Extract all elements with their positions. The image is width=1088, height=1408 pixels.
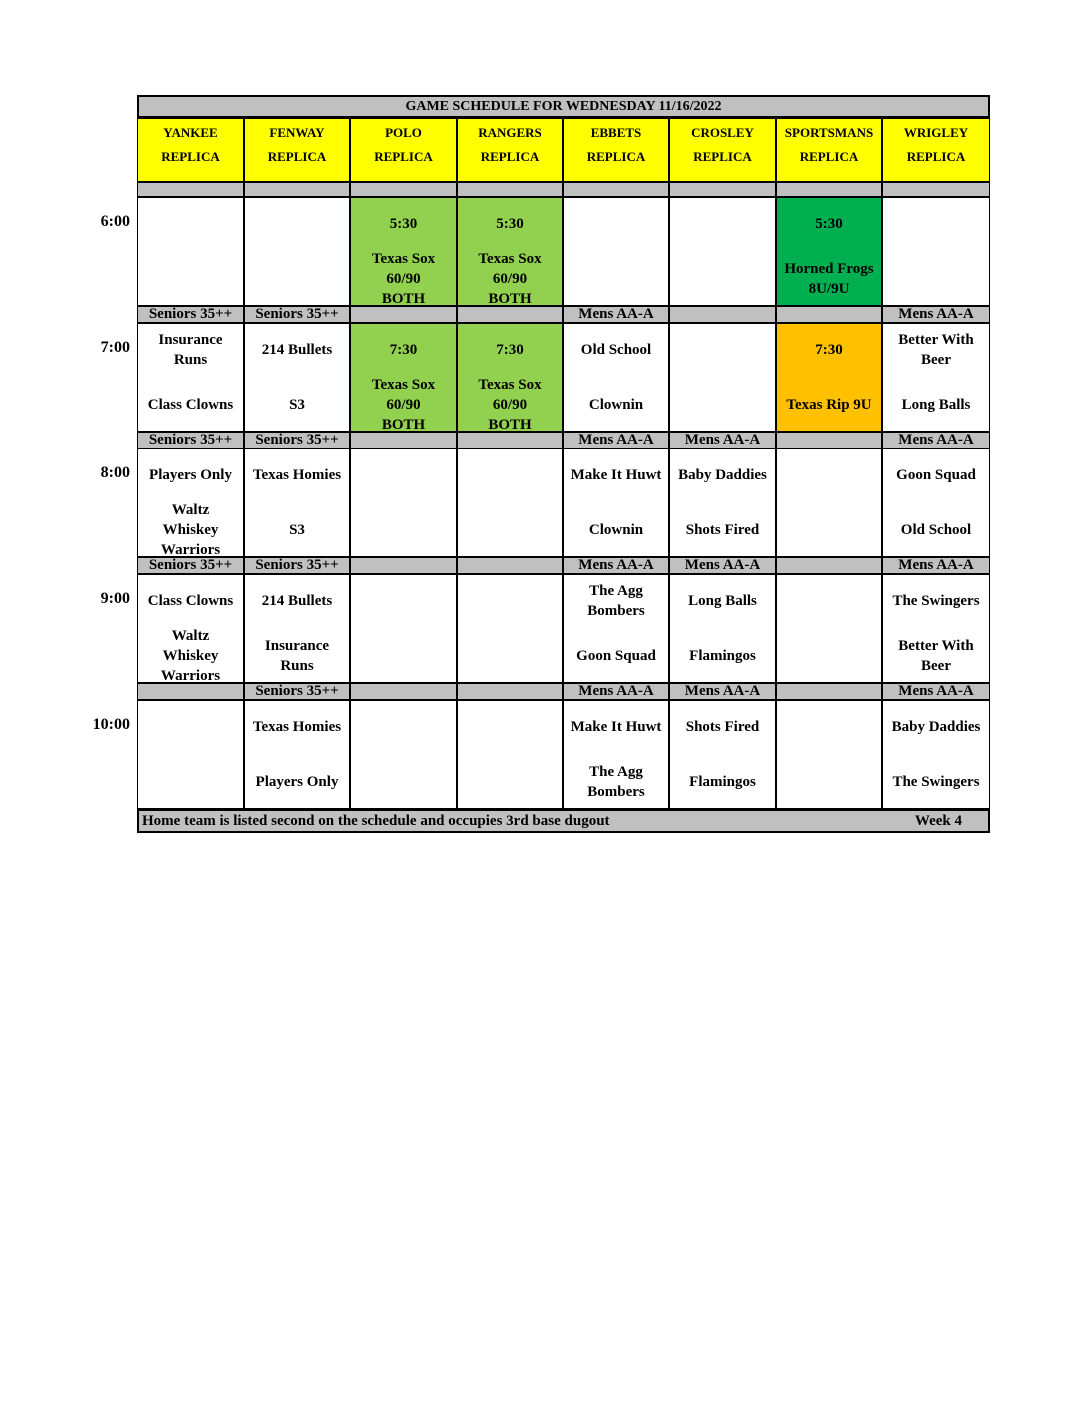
division-label (776, 683, 882, 700)
home-team: Clownin (588, 522, 644, 538)
division-label (776, 432, 882, 449)
division-label (776, 557, 882, 574)
game-time: 7:30 (389, 342, 418, 358)
week-label: Week 4 (914, 813, 962, 829)
division-label: Mens AA-A (882, 557, 990, 574)
home-team: Insurance (264, 638, 330, 654)
home-team: The Swingers (892, 774, 980, 790)
division-label: Mens AA-A (669, 557, 776, 574)
game-cell (137, 574, 244, 683)
home-team: Waltz (171, 502, 210, 518)
away-team: Make It Huwt (570, 467, 662, 483)
division-label: Mens AA-A (882, 683, 990, 700)
game-cell (563, 323, 669, 432)
field-header-spacer (882, 182, 990, 197)
team-name: BOTH (381, 417, 426, 432)
team-name: Texas Sox (371, 377, 436, 393)
time-label: 10:00 (92, 716, 130, 733)
schedule-title: GAME SCHEDULE FOR WEDNESDAY 11/16/2022 (137, 95, 990, 118)
game-cell (350, 448, 457, 557)
home-team: Whiskey (162, 522, 219, 538)
time-label: 7:00 (100, 339, 130, 356)
home-team: Warriors (160, 668, 221, 683)
game-cell (350, 574, 457, 683)
home-team: Long Balls (901, 397, 971, 413)
division-label: Seniors 35++ (244, 557, 350, 574)
team-name: Texas Sox (478, 251, 542, 267)
away-team: Shots Fired (685, 719, 760, 735)
team-name: Horned Frogs (784, 261, 874, 277)
field-header-fenway (244, 118, 350, 182)
time-label: 9:00 (100, 590, 130, 607)
game-cell (669, 574, 776, 683)
home-team: S3 (289, 397, 305, 413)
division-label (350, 306, 457, 323)
away-team: Runs (173, 352, 208, 368)
game-cell (776, 448, 882, 557)
field-subtitle: REPLICA (480, 149, 540, 164)
away-team: Baby Daddies (891, 719, 981, 735)
division-label: Mens AA-A (563, 557, 669, 574)
division-label: Mens AA-A (563, 683, 669, 700)
home-team: Class Clowns (147, 397, 234, 413)
home-team: Goon Squad (576, 648, 656, 664)
game-cell (244, 197, 350, 306)
game-cell (669, 448, 776, 557)
away-team: Long Balls (688, 593, 757, 609)
game-cell (563, 448, 669, 557)
division-label (350, 432, 457, 449)
field-header-polo (350, 118, 457, 182)
team-name: 60/90 (386, 397, 421, 413)
away-team: 214 Bullets (261, 342, 333, 358)
home-team: Flamingos (689, 648, 756, 664)
team-name: Texas Rip 9U (786, 397, 872, 413)
away-team: The Swingers (892, 593, 980, 609)
game-cell (563, 197, 669, 306)
division-label: Seniors 35++ (137, 306, 244, 323)
game-time: 5:30 (389, 216, 418, 232)
game-cell (350, 700, 457, 809)
game-time: 7:30 (496, 342, 524, 358)
away-team: Class Clowns (147, 593, 234, 609)
game-cell (244, 574, 350, 683)
game-cell (350, 323, 457, 432)
game-cell (882, 323, 990, 432)
division-label (137, 683, 244, 700)
division-label (776, 306, 882, 323)
game-cell (882, 448, 990, 557)
game-cell (882, 574, 990, 683)
home-team: The Agg (589, 764, 643, 780)
game-cell (137, 448, 244, 557)
field-subtitle: REPLICA (799, 149, 859, 164)
field-subtitle: REPLICA (267, 149, 327, 164)
division-label: Mens AA-A (882, 306, 990, 323)
team-name: 60/90 (492, 271, 528, 287)
division-label: Mens AA-A (882, 432, 990, 449)
away-team: 214 Bullets (261, 593, 333, 609)
team-name: BOTH (488, 417, 532, 432)
division-label: Seniors 35++ (244, 306, 350, 323)
game-time: 5:30 (815, 216, 843, 232)
home-team: Beer (921, 658, 951, 674)
schedule-footer (137, 809, 990, 833)
game-cell (669, 323, 776, 432)
home-team: Runs (280, 658, 314, 674)
away-team: Texas Homies (252, 467, 342, 483)
game-cell (457, 323, 563, 432)
home-team: Shots Fired (685, 522, 760, 538)
field-name: EBBETS (590, 125, 642, 140)
game-cell (350, 197, 457, 306)
time-label: 8:00 (100, 464, 130, 481)
home-team: Better With (898, 638, 974, 654)
game-cell (244, 323, 350, 432)
field-header-spacer (776, 182, 882, 197)
division-label: Seniors 35++ (244, 683, 350, 700)
game-cell (457, 574, 563, 683)
field-header-crosley (669, 118, 776, 182)
away-team: Make It Huwt (570, 719, 662, 735)
division-label (350, 557, 457, 574)
home-team: Old School (900, 522, 972, 538)
home-team: S3 (289, 522, 305, 538)
field-name: RANGERS (478, 125, 542, 140)
away-team: Beer (921, 352, 951, 368)
home-team-note: Home team is listed second on the schedule and occupies 3rd base dugout (142, 813, 610, 829)
field-header-yankee (137, 118, 244, 182)
schedule-sheet (137, 95, 990, 833)
field-name: SPORTSMANS (784, 125, 874, 140)
home-team: Waltz (171, 628, 210, 644)
game-time: 7:30 (815, 342, 843, 358)
division-label: Seniors 35++ (137, 432, 244, 449)
field-subtitle: REPLICA (906, 149, 966, 164)
team-name: BOTH (381, 291, 426, 306)
division-label (457, 557, 563, 574)
away-team: Texas Homies (252, 719, 342, 735)
field-subtitle: REPLICA (374, 149, 433, 164)
division-label: Mens AA-A (563, 306, 669, 323)
game-cell (669, 197, 776, 306)
game-cell (882, 197, 990, 306)
home-team: Bombers (587, 784, 645, 800)
field-name: FENWAY (269, 125, 325, 140)
field-header-spacer (137, 182, 244, 197)
game-cell (457, 448, 563, 557)
game-cell (776, 574, 882, 683)
field-header-spacer (669, 182, 776, 197)
home-team: Flamingos (689, 774, 756, 790)
game-cell (776, 700, 882, 809)
division-label: Mens AA-A (669, 683, 776, 700)
game-cell (244, 448, 350, 557)
field-header-wrigley (882, 118, 990, 182)
game-cell (563, 700, 669, 809)
game-cell (137, 323, 244, 432)
team-name: 60/90 (386, 271, 421, 287)
team-name: 8U/9U (808, 281, 850, 297)
away-team: Baby Daddies (678, 467, 767, 483)
game-cell (244, 700, 350, 809)
game-cell (457, 700, 563, 809)
division-label (457, 683, 563, 700)
away-team: Better With (898, 332, 974, 348)
away-team: The Agg (589, 583, 643, 599)
game-cell (137, 700, 244, 809)
home-team: Warriors (160, 542, 221, 557)
field-header-rangers (457, 118, 563, 182)
field-header-spacer (244, 182, 350, 197)
field-header-sportsmans (776, 118, 882, 182)
field-header-spacer (350, 182, 457, 197)
home-team: Whiskey (162, 648, 219, 664)
field-subtitle: REPLICA (693, 149, 752, 164)
time-label: 6:00 (100, 213, 130, 230)
game-cell (882, 700, 990, 809)
division-label: Mens AA-A (669, 432, 776, 449)
team-name: BOTH (488, 291, 532, 306)
field-header-spacer (563, 182, 669, 197)
division-label: Seniors 35++ (137, 557, 244, 574)
field-name: WRIGLEY (903, 125, 969, 140)
away-team: Goon Squad (896, 467, 976, 483)
game-cell (457, 197, 563, 306)
home-team: Clownin (588, 397, 644, 413)
field-subtitle: REPLICA (586, 149, 646, 164)
game-cell (776, 197, 882, 306)
away-team: Bombers (587, 603, 645, 619)
team-name: 60/90 (492, 397, 528, 413)
game-cell (563, 574, 669, 683)
field-subtitle: REPLICA (161, 149, 220, 164)
away-team: Insurance (158, 332, 223, 348)
division-label (457, 306, 563, 323)
team-name: Texas Sox (371, 251, 436, 267)
game-cell (776, 323, 882, 432)
game-cell (137, 197, 244, 306)
division-label (457, 432, 563, 449)
field-name: YANKEE (163, 125, 218, 140)
team-name: Texas Sox (478, 377, 542, 393)
field-header-spacer (457, 182, 563, 197)
division-label: Mens AA-A (563, 432, 669, 449)
away-team: Old School (580, 342, 652, 358)
game-cell (669, 700, 776, 809)
field-name: CROSLEY (691, 125, 754, 140)
game-time: 5:30 (496, 216, 524, 232)
division-label (350, 683, 457, 700)
field-header-ebbets (563, 118, 669, 182)
field-name: POLO (385, 125, 422, 140)
division-label (669, 306, 776, 323)
home-team: Players Only (255, 774, 339, 790)
division-label: Seniors 35++ (244, 432, 350, 449)
away-team: Players Only (149, 467, 232, 483)
